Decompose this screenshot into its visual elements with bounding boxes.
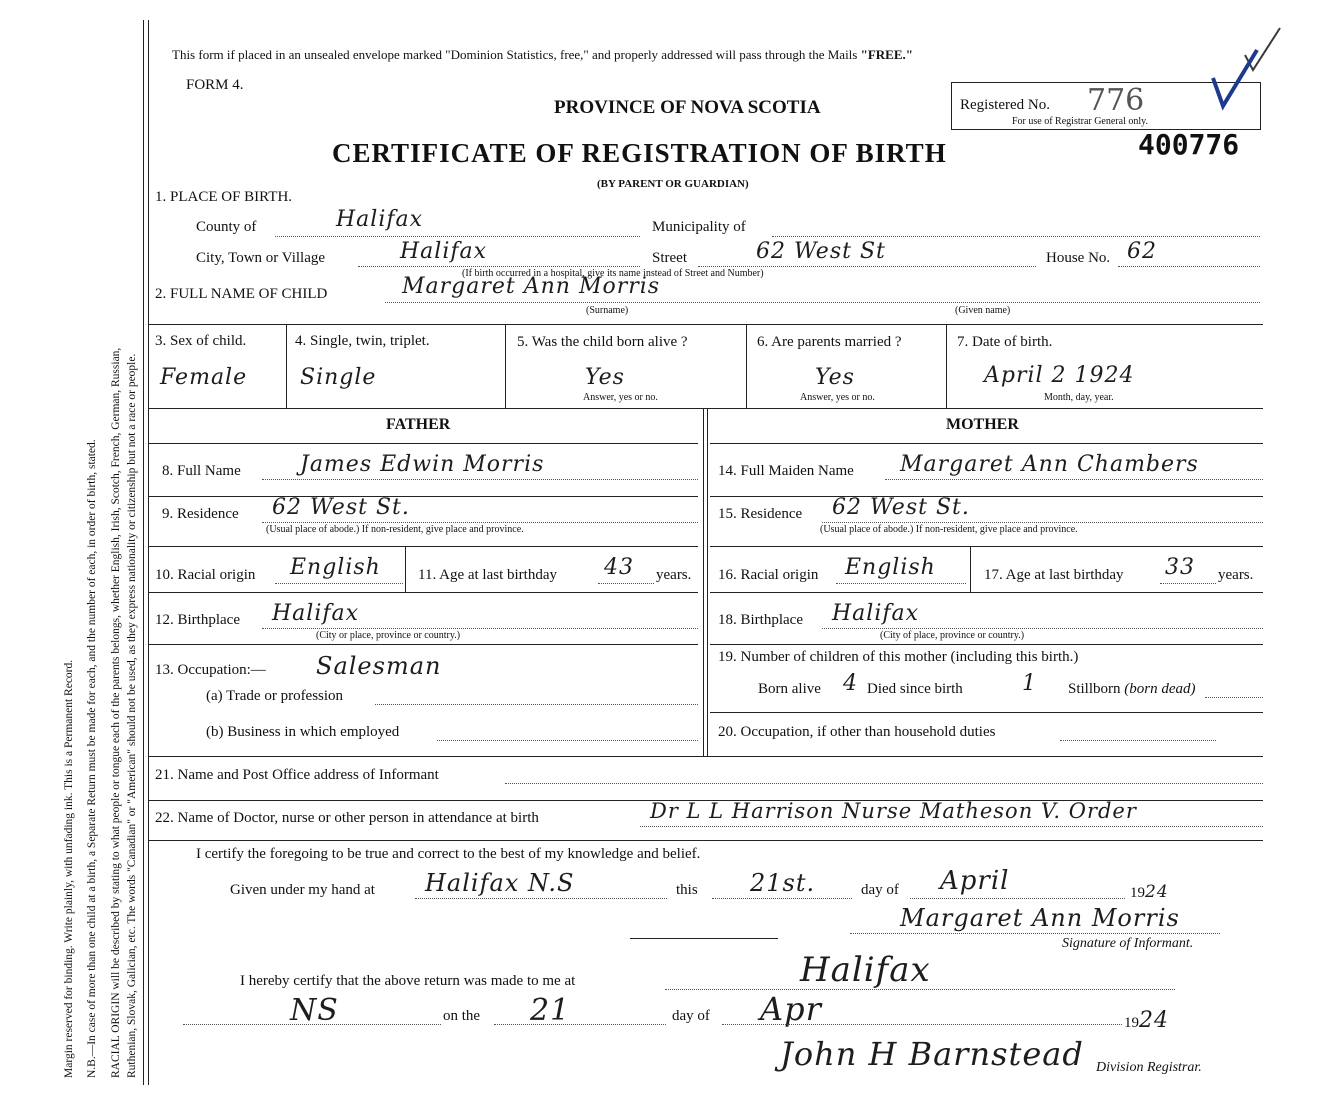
business-label: (b) Business in which employed <box>206 724 400 740</box>
father-residence-label: 9. Residence <box>162 506 239 522</box>
street-value: 62 West St <box>756 239 886 264</box>
mother-abode-note: (Usual place of abode.) If non-resident, give place and province. <box>820 524 1078 535</box>
registrar-year: 1924 <box>1124 1008 1169 1033</box>
father-age-label: 11. Age at last birthday <box>418 567 557 583</box>
informant-signature: Margaret Ann Morris <box>900 904 1180 932</box>
city-value: Halifax <box>400 239 488 264</box>
stamp-number: 400776 <box>1138 128 1240 161</box>
given-year: 1924 <box>1130 882 1169 902</box>
municipality-label: Municipality of <box>652 219 746 235</box>
father-abode-note: (Usual place of abode.) If non-resident, give place and province. <box>266 524 524 535</box>
dob-value: April 2 1924 <box>984 363 1135 388</box>
mother-race-value: English <box>845 555 936 580</box>
child-name-label: 2. FULL NAME OF CHILD <box>155 286 328 302</box>
margin-note-multiple-births: N.B.—In case of more than one child at a birth, a Separate Return must be made for each, and the number of each, in order of birth, stated. <box>86 439 98 1078</box>
margin-note-racial-origin-2: Ruthenian, Slovak, Galician, etc. The words "Canadian" or "American" should not be used, as they express nationality or citizenship but not a race or people. <box>126 353 138 1078</box>
mother-birthplace-label: 18. Birthplace <box>718 612 803 628</box>
father-race-label: 10. Racial origin <box>155 567 256 583</box>
mother-race-label: 16. Racial origin <box>718 567 819 583</box>
place-of-birth-heading: 1. PLACE OF BIRTH. <box>155 189 293 205</box>
father-age-value: 43 <box>604 555 634 580</box>
mother-children-label: 19. Number of children of this mother (including this birth.) <box>718 649 1079 665</box>
mother-occupation-label: 20. Occupation, if other than household duties <box>718 724 996 740</box>
registered-value: 776 <box>1087 83 1145 118</box>
registrar-use-note: For use of Registrar General only. <box>1012 116 1148 127</box>
given-place-value: Halifax N.S <box>425 869 575 897</box>
house-label: House No. <box>1046 250 1111 266</box>
registrar-on-the-label: on the <box>443 1008 481 1024</box>
child-name-value: Margaret Ann Morris <box>402 274 661 299</box>
given-month-value: April <box>940 866 1010 896</box>
registered-label: Registered No. <box>960 97 1050 113</box>
mother-name-value: Margaret Ann Chambers <box>900 452 1199 477</box>
division-registrar-label: Division Registrar. <box>1096 1060 1202 1075</box>
certify-statement: I certify the foregoing to be true and correct to the best of my knowledge and belief. <box>196 846 701 862</box>
certificate-subtitle: (BY PARENT OR GUARDIAN) <box>597 178 749 190</box>
registrar-prefix-value: NS <box>290 993 339 1028</box>
city-label: City, Town or Village <box>196 250 326 266</box>
surname-note: (Surname) <box>586 305 629 316</box>
registrar-place-value: Halifax <box>800 950 931 990</box>
house-value: 62 <box>1127 239 1157 264</box>
born-alive-value: 4 <box>843 671 858 696</box>
margin-note-racial-origin-1: RACIAL ORIGIN will be described by stating to what people or tongue each of the parents belongs, whether English, Irish, Scotch, French, German, Russian, <box>110 347 122 1078</box>
died-since-birth-value: 1 <box>1022 671 1037 696</box>
dob-note: Month, day, year. <box>1044 392 1114 403</box>
street-label: Street <box>652 250 687 266</box>
trade-label: (a) Trade or profession <box>206 688 344 704</box>
registrar-day-value: 21 <box>530 993 571 1028</box>
dob-label: 7. Date of birth. <box>957 334 1053 350</box>
county-value: Halifax <box>336 207 424 232</box>
signature-of-informant-label: Signature of Informant. <box>1062 936 1194 951</box>
father-years: years. <box>656 567 692 583</box>
sex-label: 3. Sex of child. <box>155 333 247 349</box>
father-name-label: 8. Full Name <box>162 463 241 479</box>
doctor-label: 22. Name of Doctor, nurse or other person in attendance at birth <box>155 810 539 826</box>
registrar-day-of-label: day of <box>672 1008 710 1024</box>
mother-name-label: 14. Full Maiden Name <box>718 463 854 479</box>
died-since-birth-label: Died since birth <box>867 681 963 697</box>
province-title: PROVINCE OF NOVA SCOTIA <box>554 97 821 118</box>
given-under-hand-label: Given under my hand at <box>230 882 375 898</box>
born-alive-label: Born alive <box>758 681 821 697</box>
married-label: 6. Are parents married ? <box>757 334 902 350</box>
given-day-value: 21st. <box>750 869 816 897</box>
margin-note-binding: Margin reserved for binding. Write plainly, with unfading ink. This is a Permanent Record. <box>63 659 75 1078</box>
father-residence-value: 62 West St. <box>272 495 410 520</box>
registrar-statement: I hereby certify that the above return was made to me at <box>240 973 576 989</box>
sex-value: Female <box>160 365 248 390</box>
stillborn-label: Stillborn (born dead) <box>1068 681 1196 697</box>
given-name-note: (Given name) <box>955 305 1011 316</box>
mother-heading: MOTHER <box>946 416 1019 433</box>
father-race-value: English <box>290 555 381 580</box>
hospital-note: (If birth occurred in a hospital, give its name instead of Street and Number) <box>462 268 764 279</box>
given-day-of-label: day of <box>861 882 899 898</box>
doctor-value: Dr L L Harrison Nurse Matheson V. Order <box>650 799 1137 823</box>
alive-answer-note: Answer, yes or no. <box>583 392 658 403</box>
mother-age-value: 33 <box>1165 555 1195 580</box>
mother-birthplace-note: (City of place, province or country.) <box>880 630 1025 641</box>
informant-label: 21. Name and Post Office address of Informant <box>155 767 439 783</box>
registrar-signature: John H Barnstead <box>780 1035 1084 1073</box>
given-this-label: this <box>676 882 698 898</box>
mail-notice: This form if placed in an unsealed envelope marked "Dominion Statistics, free," and properly addressed will pass through the Mails "FREE." <box>172 47 913 62</box>
alive-value: Yes <box>585 365 625 390</box>
mother-age-label: 17. Age at last birthday <box>984 567 1124 583</box>
father-occupation-value: Salesman <box>316 652 442 680</box>
single-value: Single <box>300 365 377 390</box>
county-label: County of <box>196 219 257 235</box>
father-birthplace-label: 12. Birthplace <box>155 612 240 628</box>
single-label: 4. Single, twin, triplet. <box>295 333 430 349</box>
certificate-title: CERTIFICATE OF REGISTRATION OF BIRTH <box>332 138 947 168</box>
father-occupation-label: 13. Occupation:— <box>155 662 266 678</box>
alive-label: 5. Was the child born alive ? <box>517 334 688 350</box>
father-birthplace-note: (City or place, province or country.) <box>316 630 461 641</box>
father-heading: FATHER <box>386 416 451 433</box>
mother-residence-label: 15. Residence <box>718 506 803 522</box>
mother-birthplace-value: Halifax <box>832 601 920 626</box>
father-birthplace-value: Halifax <box>272 601 360 626</box>
father-name-value: James Edwin Morris <box>300 452 545 477</box>
married-value: Yes <box>815 365 855 390</box>
registrar-month-value: Apr <box>760 990 822 1028</box>
mother-residence-value: 62 West St. <box>832 495 970 520</box>
mother-years: years. <box>1218 567 1254 583</box>
check-mark-icon <box>1205 20 1315 120</box>
married-answer-note: Answer, yes or no. <box>800 392 875 403</box>
form-number: FORM 4. <box>186 77 244 93</box>
